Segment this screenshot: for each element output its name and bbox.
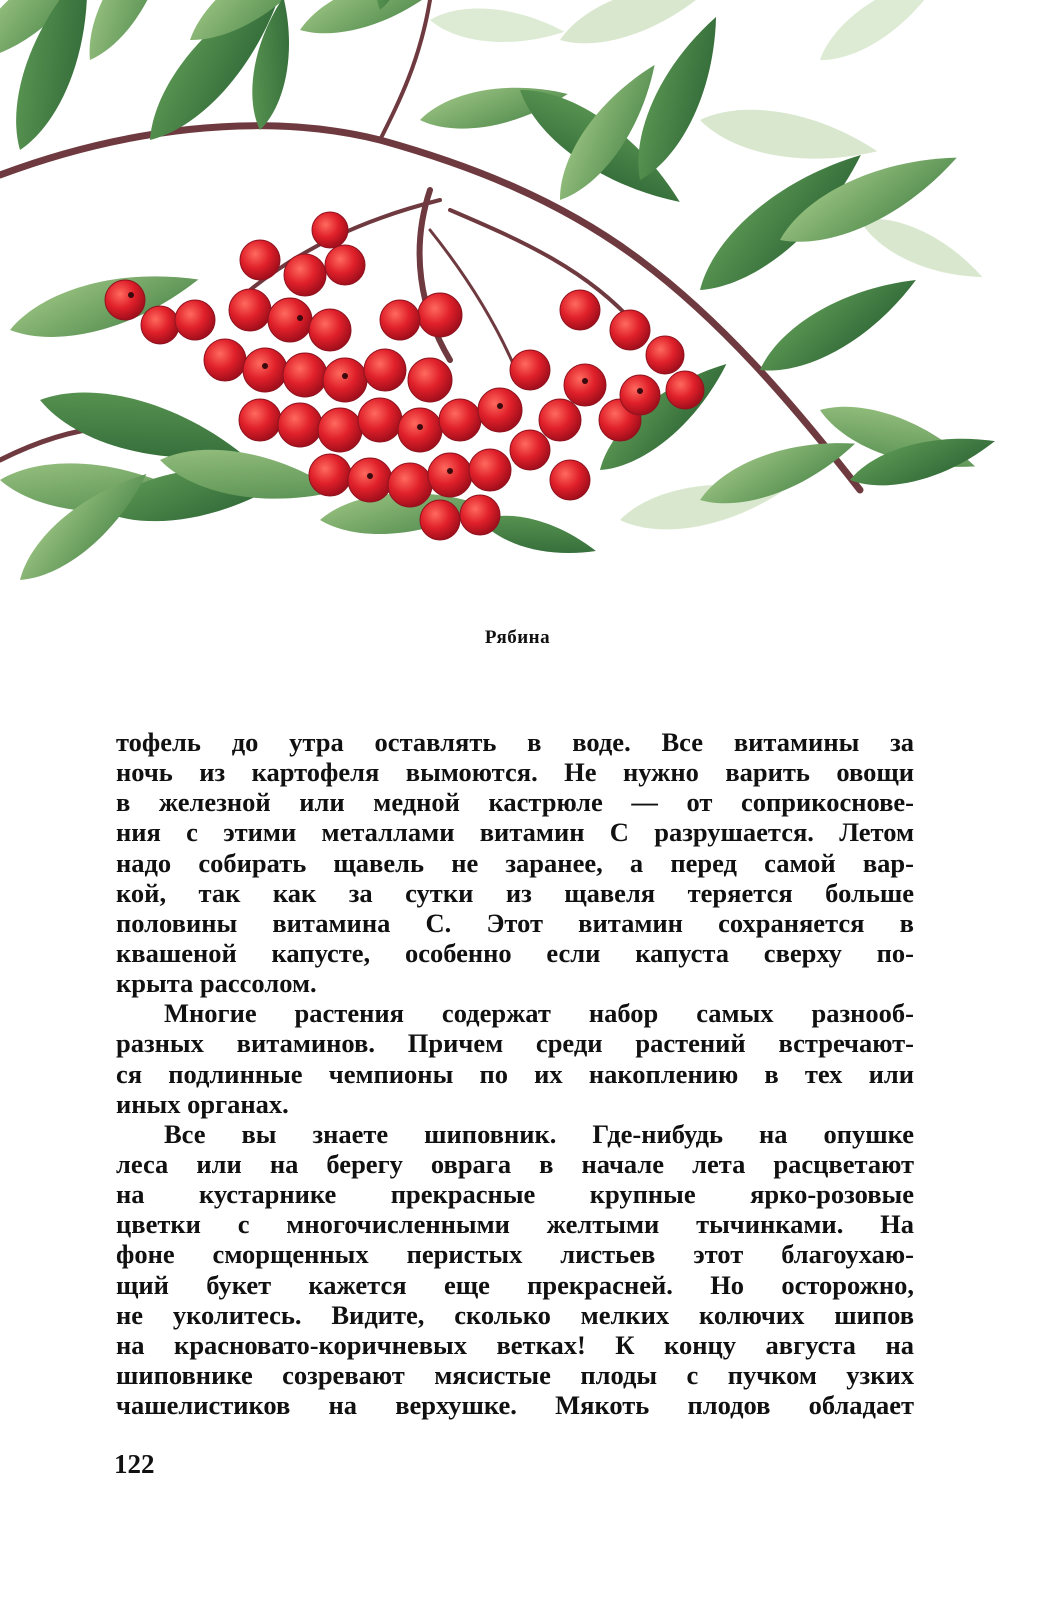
text-line: ся подлинные чемпионы по их накоплению в тех или (116, 1058, 914, 1089)
text-line: в железной или медной кастрюле — от соприкоснове- (116, 787, 914, 818)
text-line: Все вы знаете шиповник. Где-нибудь на опушке (164, 1118, 914, 1149)
figure-caption: Рябина (484, 627, 551, 648)
text-line: кой, так как за сутки из щавеля теряется больше (116, 877, 914, 908)
rowan-illustration (0, 0, 1000, 640)
page-number: 122 (114, 1449, 155, 1479)
text-line: крыта рассолом. (116, 968, 317, 999)
text-line: шиповнике созревают мясистые плоды с пучком узких (116, 1359, 914, 1390)
text-line: половины витамина С. Этот витамин сохраняется в (116, 907, 914, 938)
text-line: щий букет кажется еще прекрасней. Но осторожно, (116, 1269, 914, 1300)
text-line: не уколитесь. Видите, сколько мелких колючих шипов (116, 1299, 914, 1330)
text-line: леса или на берегу оврага в начале лета расцветают (116, 1148, 914, 1179)
text-line: цветки с многочисленными желтыми тычинками. На (116, 1209, 914, 1240)
text-line: Многие растения содержат набор самых разнооб- (164, 998, 914, 1029)
text-line: ночь из картофеля вымоются. Не нужно варить овощи (116, 757, 914, 788)
text-line: квашеной капусте, особенно если капуста сверху по- (116, 937, 914, 968)
text-line: на кустарнике прекрасные крупные ярко-розовые (116, 1179, 914, 1210)
text-line: ния с этими металлами витамин С разрушается. Летом (116, 817, 914, 848)
paragraph (116, 1119, 914, 1420)
text-line: тофель до утра оставлять в воде. Все витамины за (116, 727, 914, 757)
text-line: на красновато-коричневых ветках! К концу августа на (116, 1329, 914, 1360)
text-line: фоне сморщенных перистых листьев этот благоухаю- (116, 1239, 914, 1270)
body-text (116, 727, 914, 1420)
text-line: надо собирать щавель не заранее, а перед самой вар- (116, 847, 914, 878)
text-line: чашелистиков на верхушке. Мякоть плодов обладает (116, 1390, 914, 1421)
text-line: разных витаминов. Причем среди растений встречают- (116, 1028, 914, 1059)
paragraph (116, 727, 914, 998)
leaves (0, 0, 1000, 595)
paragraph (116, 998, 914, 1119)
text-line: иных органах. (116, 1088, 289, 1119)
